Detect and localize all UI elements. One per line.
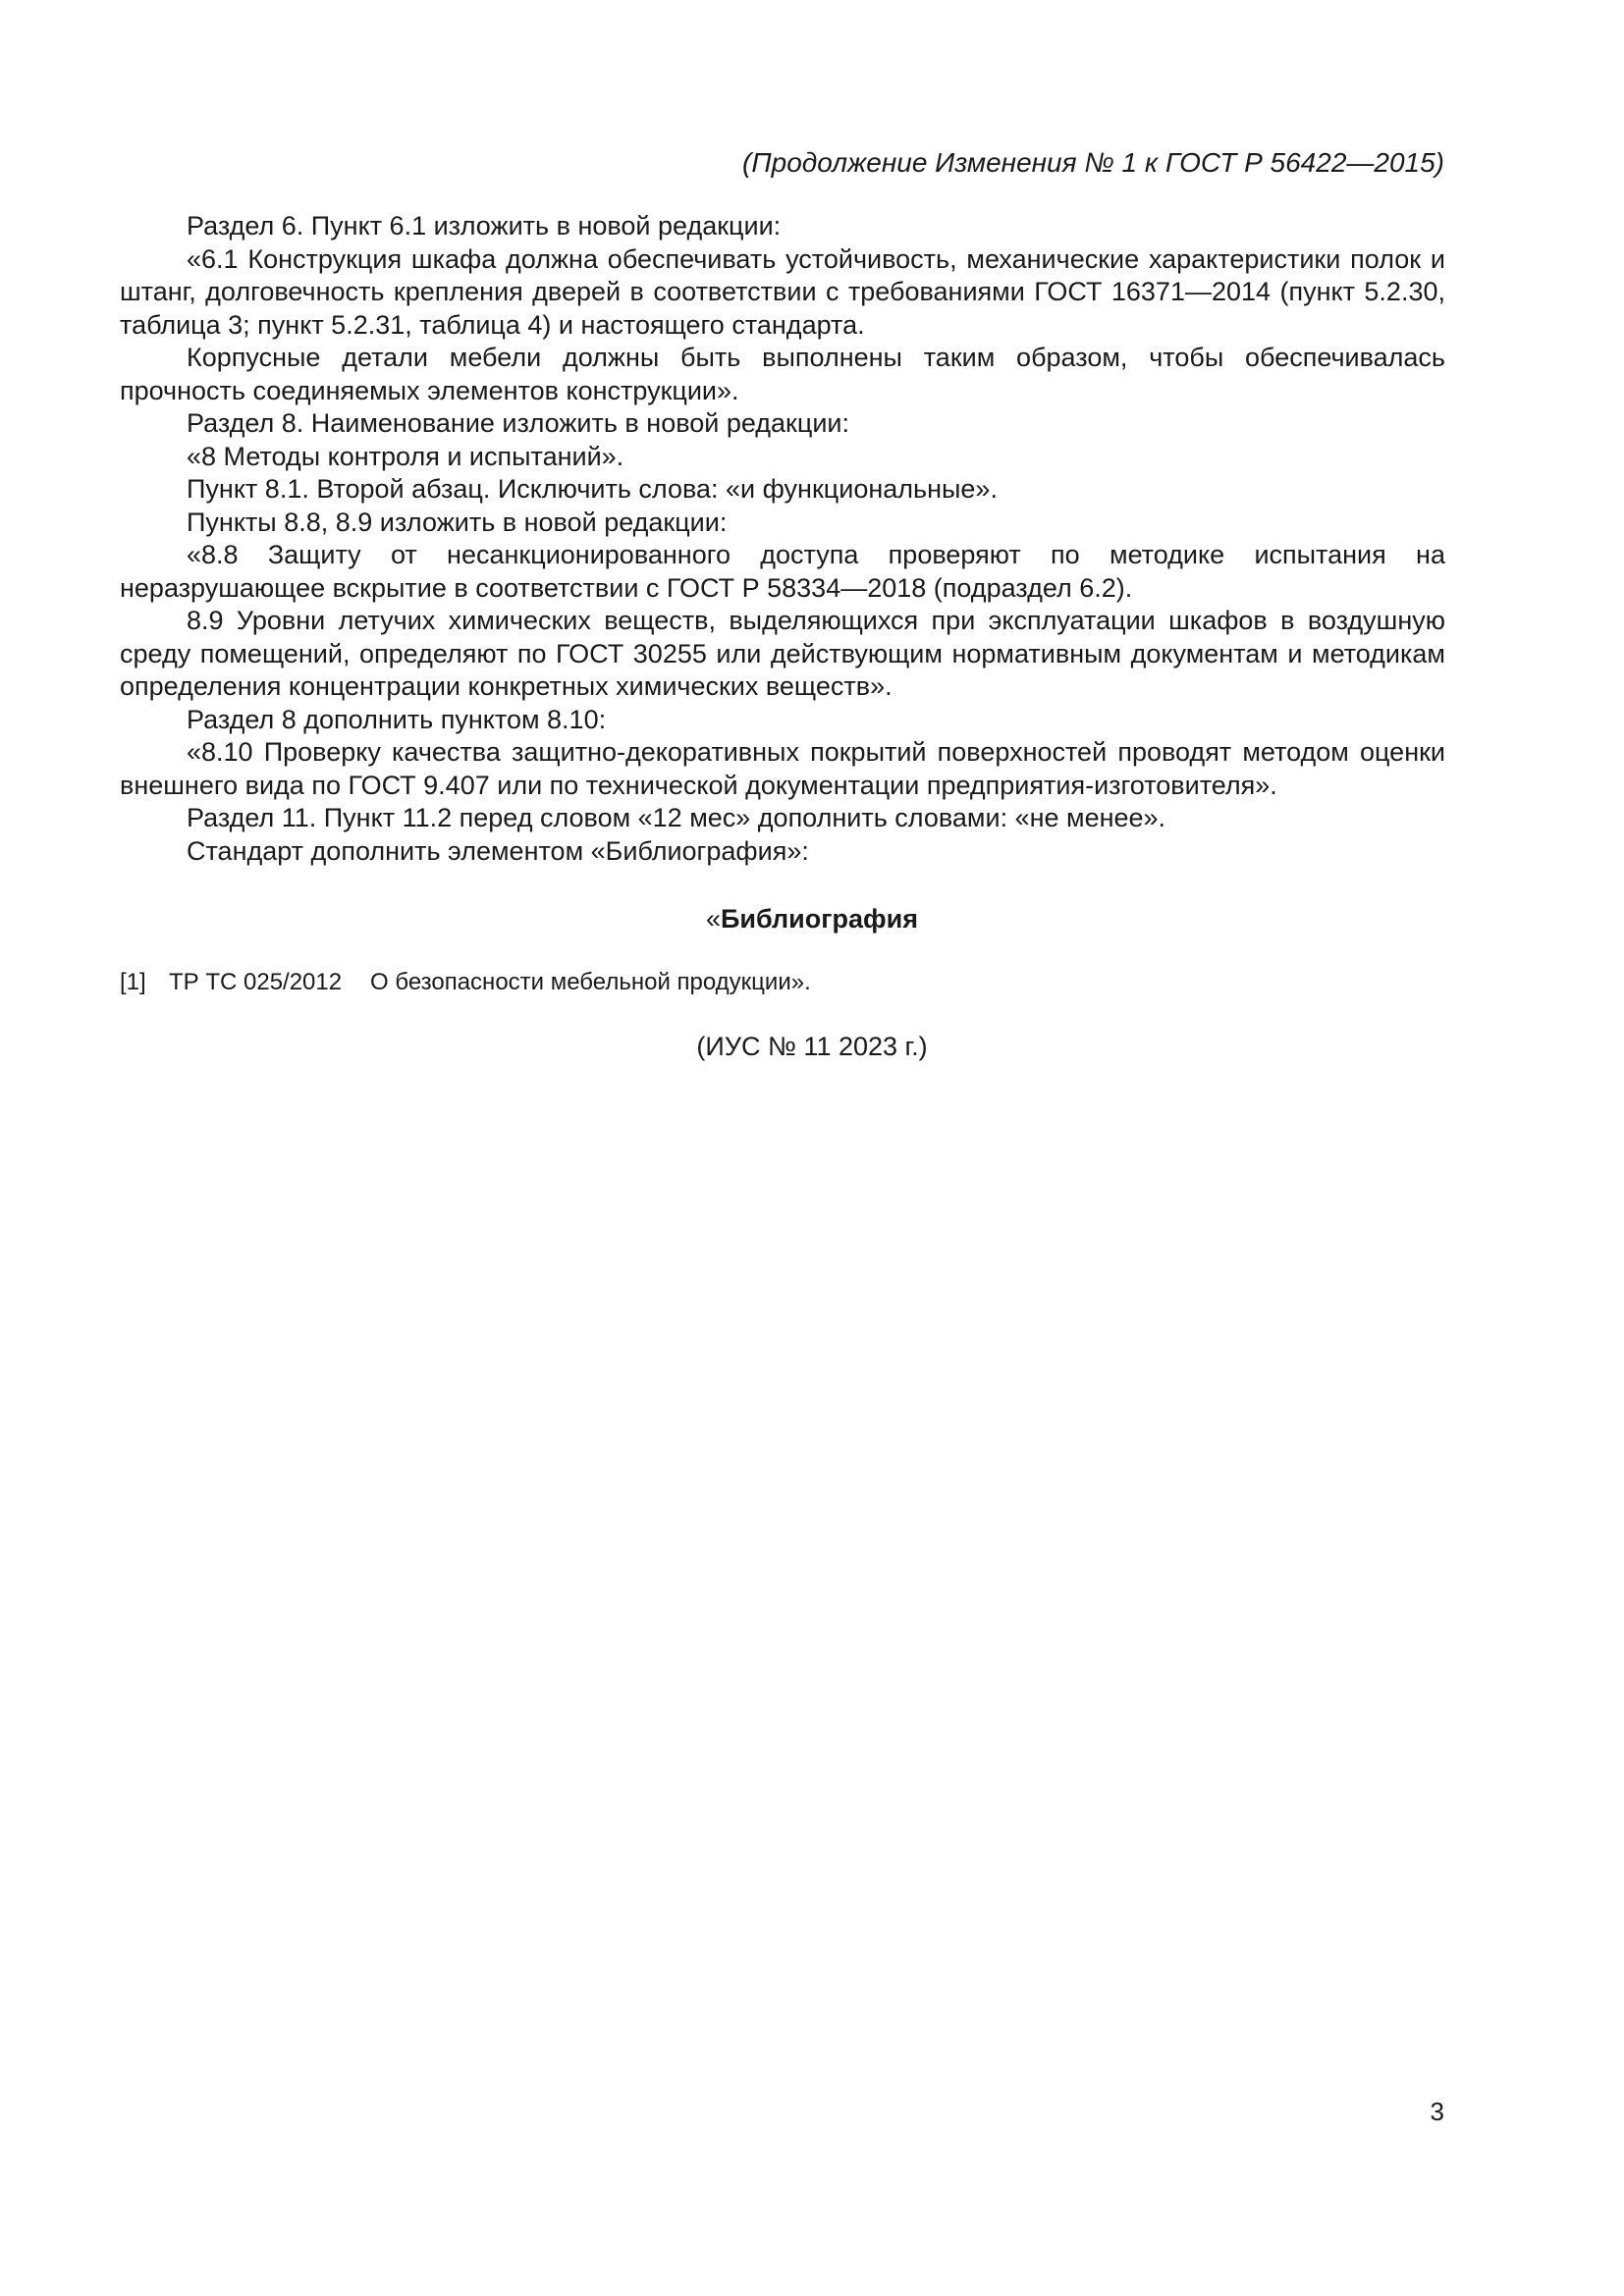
bibliography-entry-title: О безопасности мебельной продукции». [370,969,811,995]
paragraph: 8.9 Уровни летучих химических веществ, выделяющихся при эксплуатации шкафов в воздушную среду помещений, определяют по ГОСТ 30255 или действующим нормативным документам и методикам определения концентрации конкретных химических веществ». [120,606,1445,701]
page-number: 3 [1430,2097,1444,2126]
publication-note: (ИУС № 11 2023 г.) [696,1032,928,1061]
paragraph: Раздел 6. Пункт 6.1 изложить в новой редакции: [187,211,782,240]
paragraph: «8 Методы контроля и испытаний». [187,441,624,471]
paragraph: Пункты 8.8, 8.9 изложить в новой редакции: [187,507,728,537]
paragraph: «8.8 Защиту от несанкционированного доступа проверяют по методике испытания на неразрушающее вскрытие в соответствии с ГОСТ Р 58334—2018 (подраздел 6.2). [120,540,1445,603]
paragraph: Раздел 8. Наименование изложить в новой редакции: [187,408,849,438]
bibliography-entry-code: ТР ТС 025/2012 [169,969,343,995]
paragraph: «8.10 Проверку качества защитно-декоративных покрытий поверхностей проводят методом оценки внешнего вида по ГОСТ 9.407 или по технической документации предприятия-изготовителя». [120,737,1445,800]
paragraph: Корпусные детали мебели должны быть выполнены таким образом, чтобы обеспечивалась прочность соединяемых элементов конструкции». [120,343,1445,405]
paragraph: Пункт 8.1. Второй абзац. Исключить слова: «и функциональные». [187,474,998,504]
bibliography-title: Библиография [721,904,918,934]
bibliography-heading [0,901,1624,936]
paragraph: Раздел 11. Пункт 11.2 перед словом «12 мес» дополнить словами: «не менее». [187,803,1166,832]
paragraph: Стандарт дополнить элементом «Библиография»: [187,835,809,866]
amendment-body [120,210,1445,868]
bibliography-open-quote: « [705,904,722,934]
running-header: (Продолжение Изменения № 1 к ГОСТ Р 56422—2015) [742,147,1444,178]
paragraph: «6.1 Конструкция шкафа должна обеспечивать устойчивость, механические характеристики полок и штанг, долговечность крепления дверей в соответствии с требованиями ГОСТ 16371—2014 (пункт 5.2.30, таблица 3; пункт 5.2.31, таблица 4) и настоящего стандарта. [120,243,1445,340]
paragraph: Раздел 8 дополнить пунктом 8.10: [187,704,607,734]
bibliography-entry [120,967,811,998]
bibliography-entry-number: [1] [120,969,146,995]
